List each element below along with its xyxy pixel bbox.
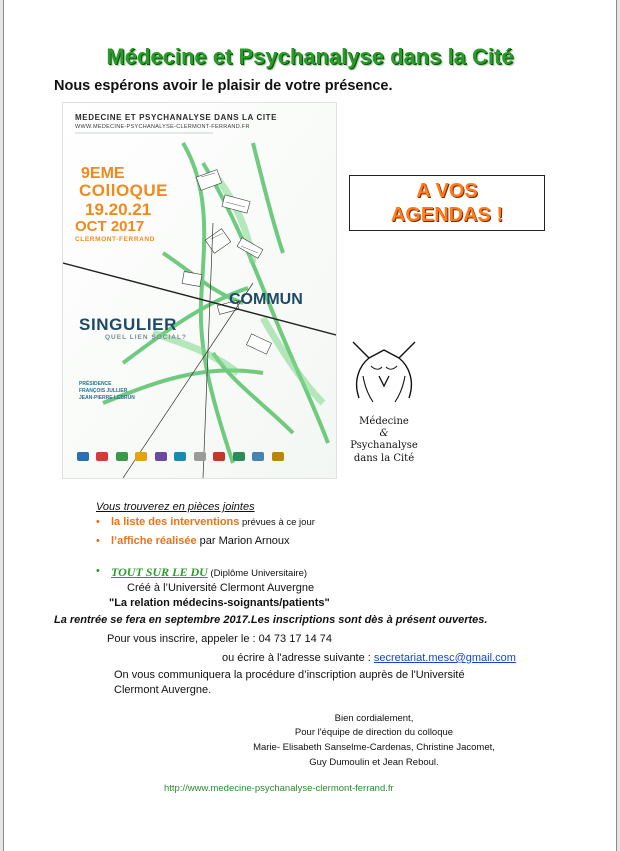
partner-logo: [252, 452, 264, 461]
partner-logo: [174, 452, 186, 461]
attachment-item-interventions: [111, 516, 315, 528]
agenda-callout-box: [349, 175, 545, 231]
signature-line2: Pour l'équipe de direction du colloque: [294, 727, 454, 738]
poster-presidence-label: PRÉSIDENCE: [79, 381, 112, 387]
affiche-suffix: par Marion Arnoux: [196, 535, 290, 547]
attachments-intro: Vous trouverez en pièces jointes: [96, 501, 255, 513]
agenda-line-1: A VOS: [416, 180, 478, 202]
poster-tagline: QUEL LIEN SOCIAL?: [105, 334, 187, 341]
poster-city: CLERMONT-FERRAND: [75, 236, 156, 243]
poster-dates: 19.20.21: [85, 200, 152, 219]
partner-logo: [135, 452, 147, 461]
partner-logo: [233, 452, 245, 461]
register-email-prefix: ou écrire à l'adresse suivante :: [222, 652, 374, 664]
logo-text-line4: dans la Cité: [353, 453, 415, 464]
colloque-poster-image: [62, 102, 337, 479]
association-logo: [339, 336, 429, 476]
du-item: [111, 565, 307, 580]
email-link[interactable]: secretariat.mesc@gmail.com: [373, 652, 516, 664]
affiche-link[interactable]: l’affiche réalisée: [111, 535, 197, 547]
procedure-note-line2: Clermont Auvergne.: [114, 684, 212, 696]
poster-edition: 9EME: [81, 165, 125, 182]
register-phone: Pour vous inscrire, appeler le : 04 73 17 14 74: [107, 633, 333, 645]
du-description: (Diplôme Universitaire): [207, 568, 308, 579]
signature-line4: Guy Dumoulin et Jean Reboul.: [309, 757, 439, 768]
logo-text-line2: &: [379, 428, 389, 439]
poster-colloque: COllOQUE: [79, 181, 169, 200]
partner-logo: [155, 452, 167, 461]
logo-text-line1: Médecine: [359, 416, 409, 427]
owl-icon: [339, 336, 429, 416]
poster-month-year: OCT 2017: [75, 218, 145, 235]
registration-notice: La rentrée se fera en septembre 2017.Les inscriptions sont dès à présent ouvertes.: [54, 614, 488, 626]
logo-text-line3: Psychanalyse: [350, 440, 418, 451]
du-created-at: Créé à l’Université Clermont Auvergne: [127, 582, 315, 594]
signature-line1: Bien cordialement,: [334, 713, 414, 724]
partner-logo: [116, 452, 128, 461]
website-link[interactable]: http://www.medecine-psychanalyse-clermont-ferrand.fr: [164, 783, 394, 794]
partner-logo: [213, 452, 225, 461]
signature-line3: Marie- Elisabeth Sanselme-Cardenas, Christine Jacomet,: [253, 742, 495, 753]
du-title: "La relation médecins-soignants/patients": [109, 597, 330, 609]
register-email-line: [222, 652, 516, 664]
page-title: Médecine et Psychanalyse dans la Cité: [106, 44, 514, 69]
partner-logo: [96, 452, 108, 461]
partner-logo: [194, 452, 206, 461]
interventions-suffix: prévues à ce jour: [239, 517, 315, 528]
du-link[interactable]: TOUT SUR LE DU: [111, 565, 208, 579]
procedure-note-line1: On vous communiquera la procédure d’inscription auprès de l'Université: [114, 669, 465, 681]
bullet-icon: •: [96, 516, 100, 528]
attachment-item-affiche: [111, 535, 290, 547]
page-subtitle: Nous espérons avoir le plaisir de votre présence.: [54, 78, 393, 94]
agenda-line-2: AGENDAS !: [390, 204, 504, 226]
poster-word-singulier: SINGULIER: [79, 315, 177, 334]
poster-presidence-1: FRANÇOIS JULLIER: [79, 388, 128, 394]
poster-presidence-2: JEAN-PIERRE LEBRUN: [79, 395, 135, 401]
document-page: [3, 0, 617, 851]
poster-word-commun: COMMUN: [229, 291, 303, 308]
poster-header-line2: WWW.MEDECINE-PSYCHANALYSE-CLERMONT-FERRAND.FR: [75, 124, 250, 130]
interventions-link[interactable]: la liste des interventions: [111, 516, 240, 528]
partner-logo: [272, 452, 284, 461]
poster-partner-logos: [77, 448, 287, 466]
partner-logo: [77, 452, 89, 461]
bullet-icon: •: [96, 565, 100, 577]
bullet-icon: •: [96, 535, 100, 547]
poster-header-line1: MEDECINE ET PSYCHANALYSE DANS LA CITE: [75, 113, 278, 122]
